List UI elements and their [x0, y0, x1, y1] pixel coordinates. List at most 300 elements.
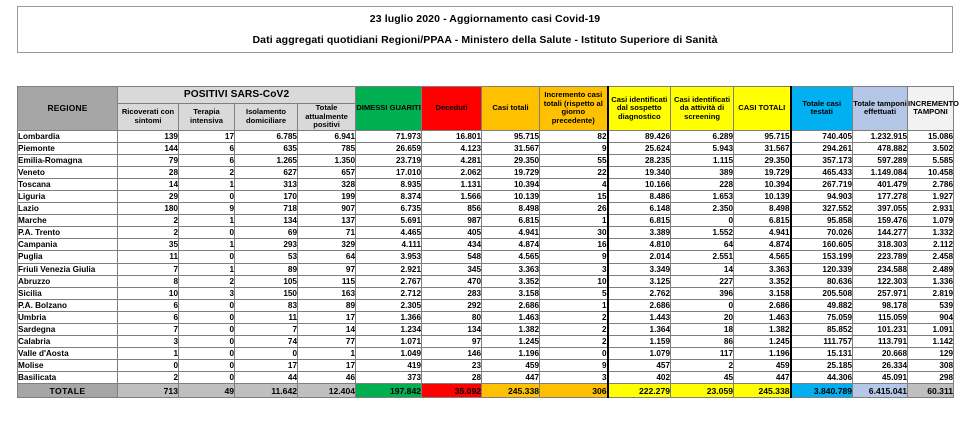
cell-terapia: 0	[179, 360, 235, 372]
cell-casi_totali2: 1.245	[734, 336, 791, 348]
cell-tot_attuali: 907	[298, 203, 356, 215]
cell-dimessi: 2.921	[356, 263, 422, 275]
cell-region-name: Valle d'Aosta	[18, 348, 118, 360]
cell-dimessi: 373	[356, 372, 422, 384]
cell-id_sospetto: 10.166	[608, 178, 671, 190]
cell-dimessi: 8.374	[356, 190, 422, 202]
cell-casi_totali2: 447	[734, 372, 791, 384]
cell-terapia: 9	[179, 203, 235, 215]
cell-id_screening: 64	[671, 239, 734, 251]
cell-tot_tamponi: 318.303	[853, 239, 908, 251]
cell-dimessi: 23.719	[356, 154, 422, 166]
cell-incremento: 4	[540, 178, 608, 190]
cell-ricoverati: 14	[118, 178, 179, 190]
cell-id_screening: 1.552	[671, 227, 734, 239]
title-box	[17, 6, 953, 53]
cell-id_screening: 2	[671, 360, 734, 372]
cell-tot_attuali: 657	[298, 166, 356, 178]
cell-incremento: 1	[540, 215, 608, 227]
table-row	[18, 324, 954, 336]
cell-terapia: 1	[179, 178, 235, 190]
table-row	[18, 348, 954, 360]
cell-isolamento: 74	[235, 336, 298, 348]
column-header-regione: REGIONE	[18, 87, 118, 131]
cell-id_sospetto: 3.389	[608, 227, 671, 239]
column-header-tot_attuali: Totale attualmente positivi	[298, 104, 356, 131]
cell-tot_tamponi: 478.882	[853, 142, 908, 154]
cell-casi_totali: 29.350	[482, 154, 540, 166]
cell-total-tot_attuali: 12.404	[298, 384, 356, 398]
table-row	[18, 227, 954, 239]
cell-ricoverati: 2	[118, 227, 179, 239]
cell-region-name: Sicilia	[18, 287, 118, 299]
cell-region-name: Molise	[18, 360, 118, 372]
cell-ricoverati: 6	[118, 311, 179, 323]
column-header-casi_totali: Casi totali	[482, 87, 540, 131]
cell-ricoverati: 7	[118, 263, 179, 275]
cell-tot_testati: 49.882	[791, 299, 853, 311]
cell-incremento: 10	[540, 275, 608, 287]
cell-tot_attuali: 6.941	[298, 130, 356, 142]
cell-casi_totali: 4.941	[482, 227, 540, 239]
cell-region-name: Lazio	[18, 203, 118, 215]
cell-dimessi: 2.305	[356, 299, 422, 311]
cell-deceduti: 345	[422, 263, 482, 275]
cell-tot_attuali: 115	[298, 275, 356, 287]
cell-id_sospetto: 402	[608, 372, 671, 384]
cell-incr_tamponi: 904	[908, 311, 954, 323]
cell-region-name: Basilicata	[18, 372, 118, 384]
cell-ricoverati: 139	[118, 130, 179, 142]
cell-id_sospetto: 25.624	[608, 142, 671, 154]
cell-id_sospetto: 28.235	[608, 154, 671, 166]
cell-tot_testati: 267.719	[791, 178, 853, 190]
table-row	[18, 299, 954, 311]
cell-incr_tamponi: 2.489	[908, 263, 954, 275]
cell-casi_totali2: 3.158	[734, 287, 791, 299]
cell-deceduti: 405	[422, 227, 482, 239]
cell-tot_testati: 94.903	[791, 190, 853, 202]
cell-region-name: Emilia-Romagna	[18, 154, 118, 166]
cell-deceduti: 16.801	[422, 130, 482, 142]
cell-tot_tamponi: 1.232.915	[853, 130, 908, 142]
cell-deceduti: 548	[422, 251, 482, 263]
cell-tot_testati: 15.131	[791, 348, 853, 360]
table-row	[18, 142, 954, 154]
cell-region-name: Calabria	[18, 336, 118, 348]
cell-casi_totali: 2.686	[482, 299, 540, 311]
cell-terapia: 0	[179, 251, 235, 263]
cell-deceduti: 292	[422, 299, 482, 311]
table-row	[18, 166, 954, 178]
cell-deceduti: 23	[422, 360, 482, 372]
cell-tot_tamponi: 159.476	[853, 215, 908, 227]
cell-casi_totali: 1.196	[482, 348, 540, 360]
cell-ricoverati: 29	[118, 190, 179, 202]
cell-casi_totali: 3.352	[482, 275, 540, 287]
cell-tot_attuali: 137	[298, 215, 356, 227]
cell-casi_totali: 19.729	[482, 166, 540, 178]
cell-id_screening: 389	[671, 166, 734, 178]
cell-dimessi: 8.935	[356, 178, 422, 190]
cell-id_sospetto: 6.815	[608, 215, 671, 227]
cell-tot_testati: 153.199	[791, 251, 853, 263]
cell-incremento: 2	[540, 311, 608, 323]
cell-dimessi: 5.691	[356, 215, 422, 227]
cell-tot_tamponi: 122.303	[853, 275, 908, 287]
cell-incr_tamponi: 1.142	[908, 336, 954, 348]
cell-casi_totali: 3.158	[482, 287, 540, 299]
cell-casi_totali: 3.363	[482, 263, 540, 275]
cell-incremento: 82	[540, 130, 608, 142]
cell-incremento: 15	[540, 190, 608, 202]
cell-id_screening: 1.115	[671, 154, 734, 166]
table-row	[18, 311, 954, 323]
cell-casi_totali2: 1.382	[734, 324, 791, 336]
cell-incremento: 16	[540, 239, 608, 251]
cell-isolamento: 293	[235, 239, 298, 251]
cell-incremento: 5	[540, 287, 608, 299]
cell-terapia: 0	[179, 348, 235, 360]
table-row	[18, 336, 954, 348]
cell-total-casi_totali: 245.338	[482, 384, 540, 398]
cell-incremento: 3	[540, 263, 608, 275]
cell-id_sospetto: 4.810	[608, 239, 671, 251]
cell-ricoverati: 35	[118, 239, 179, 251]
table-row	[18, 360, 954, 372]
data-table-wrapper	[17, 86, 959, 398]
cell-incr_tamponi: 2.786	[908, 178, 954, 190]
cell-dimessi: 2.712	[356, 287, 422, 299]
cell-incr_tamponi: 15.086	[908, 130, 954, 142]
column-header-deceduti: Deceduti	[422, 87, 482, 131]
cell-total-incr_tamponi: 60.311	[908, 384, 954, 398]
cell-isolamento: 17	[235, 360, 298, 372]
cell-casi_totali2: 4.565	[734, 251, 791, 263]
cell-incr_tamponi: 129	[908, 348, 954, 360]
cell-isolamento: 6.785	[235, 130, 298, 142]
cell-terapia: 0	[179, 372, 235, 384]
cell-dimessi: 2.767	[356, 275, 422, 287]
cell-tot_tamponi: 45.091	[853, 372, 908, 384]
cell-ricoverati: 10	[118, 287, 179, 299]
cell-id_screening: 86	[671, 336, 734, 348]
cell-isolamento: 44	[235, 372, 298, 384]
cell-isolamento: 0	[235, 348, 298, 360]
cell-id_screening: 228	[671, 178, 734, 190]
cell-terapia: 1	[179, 215, 235, 227]
cell-isolamento: 105	[235, 275, 298, 287]
cell-id_sospetto: 2.014	[608, 251, 671, 263]
cell-casi_totali: 1.463	[482, 311, 540, 323]
cell-region-name: Lombardia	[18, 130, 118, 142]
cell-id_sospetto: 3.125	[608, 275, 671, 287]
cell-tot_attuali: 97	[298, 263, 356, 275]
cell-incremento: 30	[540, 227, 608, 239]
cell-casi_totali2: 1.463	[734, 311, 791, 323]
cell-tot_tamponi: 397.055	[853, 203, 908, 215]
cell-incr_tamponi: 539	[908, 299, 954, 311]
cell-tot_tamponi: 234.588	[853, 263, 908, 275]
page-subtitle: Dati aggregati quotidiani Regioni/PPAA - Ministero della Salute - Istituto Superiore di Sanità	[252, 34, 718, 46]
cell-region-name: P.A. Bolzano	[18, 299, 118, 311]
cell-incr_tamponi: 2.931	[908, 203, 954, 215]
cell-casi_totali: 4.565	[482, 251, 540, 263]
cell-region-name: Liguria	[18, 190, 118, 202]
cell-casi_totali: 31.567	[482, 142, 540, 154]
cell-casi_totali2: 19.729	[734, 166, 791, 178]
column-header-ricoverati: Ricoverati con sintomi	[118, 104, 179, 131]
cell-total-tot_tamponi: 6.415.041	[853, 384, 908, 398]
cell-region-name: Friuli Venezia Giulia	[18, 263, 118, 275]
cell-tot_testati: 465.433	[791, 166, 853, 178]
cell-id_sospetto: 1.364	[608, 324, 671, 336]
cell-ricoverati: 6	[118, 299, 179, 311]
cell-incremento: 55	[540, 154, 608, 166]
cell-tot_testati: 294.261	[791, 142, 853, 154]
cell-terapia: 1	[179, 239, 235, 251]
cell-tot_tamponi: 20.668	[853, 348, 908, 360]
cell-ricoverati: 2	[118, 372, 179, 384]
cell-region-name: Piemonte	[18, 142, 118, 154]
cell-casi_totali: 10.139	[482, 190, 540, 202]
cell-deceduti: 80	[422, 311, 482, 323]
cell-total-deceduti: 35.092	[422, 384, 482, 398]
cell-incr_tamponi: 1.091	[908, 324, 954, 336]
cell-deceduti: 134	[422, 324, 482, 336]
cell-id_screening: 2.350	[671, 203, 734, 215]
cell-ricoverati: 28	[118, 166, 179, 178]
cell-casi_totali2: 4.941	[734, 227, 791, 239]
cell-terapia: 0	[179, 299, 235, 311]
cell-id_screening: 18	[671, 324, 734, 336]
cell-tot_attuali: 199	[298, 190, 356, 202]
cell-tot_attuali: 14	[298, 324, 356, 336]
cell-ricoverati: 3	[118, 336, 179, 348]
table-total-row	[18, 384, 954, 398]
cell-casi_totali: 95.715	[482, 130, 540, 142]
cell-casi_totali2: 4.874	[734, 239, 791, 251]
cell-deceduti: 470	[422, 275, 482, 287]
cell-tot_tamponi: 113.791	[853, 336, 908, 348]
cell-id_screening: 5.943	[671, 142, 734, 154]
cell-dimessi: 17.010	[356, 166, 422, 178]
cell-tot_testati: 44.306	[791, 372, 853, 384]
cell-tot_testati: 75.059	[791, 311, 853, 323]
cell-id_sospetto: 19.340	[608, 166, 671, 178]
cell-deceduti: 856	[422, 203, 482, 215]
table-row	[18, 154, 954, 166]
table-head	[18, 87, 959, 131]
cell-id_sospetto: 457	[608, 360, 671, 372]
cell-id_sospetto: 2.686	[608, 299, 671, 311]
cell-dimessi: 419	[356, 360, 422, 372]
cell-ricoverati: 7	[118, 324, 179, 336]
cell-ricoverati: 0	[118, 360, 179, 372]
cell-total-casi_totali2: 245.338	[734, 384, 791, 398]
cell-tot_attuali: 17	[298, 360, 356, 372]
cell-incremento: 9	[540, 142, 608, 154]
cell-total-incremento: 306	[540, 384, 608, 398]
cell-casi_totali: 1.382	[482, 324, 540, 336]
column-header-tot_testati: Totale casi testati	[791, 87, 853, 131]
cell-region-name: Umbria	[18, 311, 118, 323]
cell-dimessi: 1.071	[356, 336, 422, 348]
table-row	[18, 372, 954, 384]
cell-isolamento: 134	[235, 215, 298, 227]
cell-dimessi: 6.735	[356, 203, 422, 215]
column-header-dimessi: DIMESSI GUARITI	[356, 87, 422, 131]
table-row	[18, 239, 954, 251]
cell-dimessi: 4.465	[356, 227, 422, 239]
cell-isolamento: 7	[235, 324, 298, 336]
cell-ricoverati: 8	[118, 275, 179, 287]
cell-isolamento: 313	[235, 178, 298, 190]
cell-tot_attuali: 71	[298, 227, 356, 239]
cell-isolamento: 150	[235, 287, 298, 299]
cell-tot_tamponi: 26.334	[853, 360, 908, 372]
cell-terapia: 0	[179, 311, 235, 323]
cell-casi_totali2: 29.350	[734, 154, 791, 166]
cell-terapia: 0	[179, 227, 235, 239]
column-header-incremento: Incremento casi totali (rispetto al giorno precedente)	[540, 87, 608, 131]
cell-dimessi: 1.234	[356, 324, 422, 336]
cell-id_sospetto: 8.486	[608, 190, 671, 202]
cell-casi_totali2: 3.352	[734, 275, 791, 287]
cell-ricoverati: 11	[118, 251, 179, 263]
cell-incremento: 0	[540, 348, 608, 360]
cell-dimessi: 26.659	[356, 142, 422, 154]
cell-incr_tamponi: 1.927	[908, 190, 954, 202]
cell-deceduti: 987	[422, 215, 482, 227]
cell-isolamento: 170	[235, 190, 298, 202]
cell-id_sospetto: 2.762	[608, 287, 671, 299]
cell-casi_totali2: 10.394	[734, 178, 791, 190]
cell-casi_totali2: 6.815	[734, 215, 791, 227]
cell-total-label: TOTALE	[18, 384, 118, 398]
cell-casi_totali: 8.498	[482, 203, 540, 215]
cell-tot_tamponi: 115.059	[853, 311, 908, 323]
covid-data-table	[17, 86, 959, 398]
cell-id_screening: 117	[671, 348, 734, 360]
cell-casi_totali: 447	[482, 372, 540, 384]
cell-isolamento: 83	[235, 299, 298, 311]
cell-total-ricoverati: 713	[118, 384, 179, 398]
cell-terapia: 3	[179, 287, 235, 299]
cell-incr_tamponi: 3.502	[908, 142, 954, 154]
cell-id_screening: 2.551	[671, 251, 734, 263]
cell-terapia: 0	[179, 336, 235, 348]
cell-dimessi: 1.366	[356, 311, 422, 323]
cell-incr_tamponi: 298	[908, 372, 954, 384]
cell-tot_testati: 205.508	[791, 287, 853, 299]
table-row	[18, 251, 954, 263]
cell-tot_attuali: 1.350	[298, 154, 356, 166]
cell-terapia: 6	[179, 154, 235, 166]
cell-tot_tamponi: 98.178	[853, 299, 908, 311]
cell-tot_attuali: 77	[298, 336, 356, 348]
cell-tot_tamponi: 144.277	[853, 227, 908, 239]
cell-incremento: 2	[540, 324, 608, 336]
cell-tot_attuali: 785	[298, 142, 356, 154]
cell-casi_totali2: 8.498	[734, 203, 791, 215]
cell-id_sospetto: 1.079	[608, 348, 671, 360]
cell-id_sospetto: 1.443	[608, 311, 671, 323]
cell-deceduti: 4.281	[422, 154, 482, 166]
cell-id_screening: 0	[671, 215, 734, 227]
page-title: 23 luglio 2020 - Aggiornamento casi Covid-19	[369, 13, 601, 25]
cell-incremento: 1	[540, 299, 608, 311]
cell-tot_testati: 160.605	[791, 239, 853, 251]
cell-tot_tamponi: 223.789	[853, 251, 908, 263]
table-body	[18, 130, 954, 398]
cell-tot_testati: 357.173	[791, 154, 853, 166]
cell-tot_tamponi: 177.278	[853, 190, 908, 202]
cell-casi_totali: 1.245	[482, 336, 540, 348]
cell-region-name: Veneto	[18, 166, 118, 178]
cell-isolamento: 627	[235, 166, 298, 178]
column-header-isolamento: Isolamento domiciliare	[235, 104, 298, 131]
cell-id_sospetto: 89.426	[608, 130, 671, 142]
cell-incremento: 26	[540, 203, 608, 215]
table-row	[18, 263, 954, 275]
table-row	[18, 130, 954, 142]
cell-deceduti: 1.566	[422, 190, 482, 202]
cell-incr_tamponi: 308	[908, 360, 954, 372]
table-row	[18, 178, 954, 190]
column-header-terapia: Terapia intensiva	[179, 104, 235, 131]
cell-tot_testati: 95.858	[791, 215, 853, 227]
cell-terapia: 17	[179, 130, 235, 142]
cell-dimessi: 1.049	[356, 348, 422, 360]
column-group-header-positivi: POSITIVI SARS-CoV2	[118, 87, 356, 104]
table-header-row-group	[18, 87, 954, 104]
cell-tot_attuali: 89	[298, 299, 356, 311]
cell-tot_testati: 327.552	[791, 203, 853, 215]
column-header-incr_tamponi: INCREMENTO TAMPONI	[908, 87, 954, 131]
cell-id_screening: 396	[671, 287, 734, 299]
cell-dimessi: 4.111	[356, 239, 422, 251]
cell-ricoverati: 1	[118, 348, 179, 360]
cell-casi_totali2: 10.139	[734, 190, 791, 202]
cell-isolamento: 718	[235, 203, 298, 215]
cell-tot_testati: 70.026	[791, 227, 853, 239]
cell-isolamento: 69	[235, 227, 298, 239]
column-header-tot_tamponi: Totale tamponi effettuati	[853, 87, 908, 131]
cell-incr_tamponi: 10.458	[908, 166, 954, 178]
cell-incremento: 3	[540, 372, 608, 384]
cell-region-name: Puglia	[18, 251, 118, 263]
table-row	[18, 203, 954, 215]
cell-casi_totali2: 2.686	[734, 299, 791, 311]
cell-deceduti: 146	[422, 348, 482, 360]
cell-ricoverati: 144	[118, 142, 179, 154]
cell-id_screening: 0	[671, 299, 734, 311]
cell-dimessi: 71.973	[356, 130, 422, 142]
cell-tot_tamponi: 597.289	[853, 154, 908, 166]
cell-total-terapia: 49	[179, 384, 235, 398]
table-row	[18, 287, 954, 299]
cell-isolamento: 635	[235, 142, 298, 154]
cell-id_sospetto: 1.159	[608, 336, 671, 348]
cell-incremento: 9	[540, 251, 608, 263]
cell-id_screening: 1.653	[671, 190, 734, 202]
cell-tot_testati: 25.185	[791, 360, 853, 372]
cell-total-isolamento: 11.642	[235, 384, 298, 398]
table-row	[18, 215, 954, 227]
column-header-id_screening: Casi identificati da attività di screening	[671, 87, 734, 131]
cell-tot_testati: 85.852	[791, 324, 853, 336]
